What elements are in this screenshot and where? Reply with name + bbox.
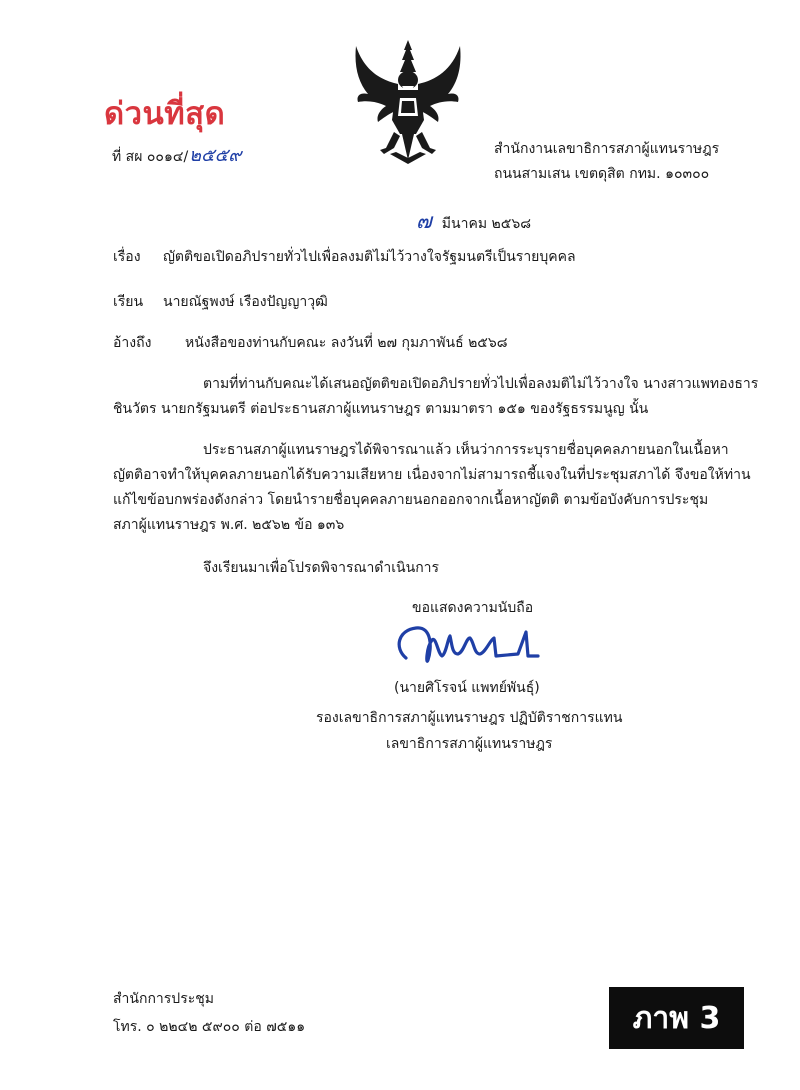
reference-prefix: ที่ สผ ๐๐๑๔/ (112, 149, 189, 165)
footer-department: สำนักการประชุม (113, 991, 214, 1007)
reference-text: หนังสือของท่านกับคณะ ลงวันที่ ๒๗ กุมภาพันธ์ ๒๕๖๘ (185, 335, 508, 351)
garuda-emblem-icon (350, 36, 466, 166)
date-month-year: มีนาคม ๒๕๖๘ (441, 216, 532, 232)
reference-line (113, 332, 508, 354)
closing-regards: ขอแสดงความนับถือ (412, 600, 534, 616)
handwritten-signature (392, 618, 542, 674)
paragraph-line: แก้ไขข้อบกพร่องดังกล่าว โดยนำรายชื่อบุคคลภายนอกออกจากเนื้อหาญัตติ ตามข้อบังคับการประชุม (113, 492, 709, 508)
paragraph-line: ชินวัตร นายกรัฐมนตรี ต่อประธานสภาผู้แทนราษฎร ตามมาตรา ๑๕๑ ของรัฐธรรมนูญ นั้น (113, 401, 649, 417)
urgent-stamp: ด่วนที่สุด (104, 96, 226, 132)
paragraph-line: สภาผู้แทนราษฎร พ.ศ. ๒๕๖๒ ข้อ ๑๓๖ (113, 517, 345, 533)
figure-badge: ภาพ 3 (609, 987, 744, 1049)
office-name: สำนักงานเลขาธิการสภาผู้แทนราษฎร (494, 141, 720, 157)
paragraph-line: ญัตติอาจทำให้บุคคลภายนอกได้รับความเสียหาย เนื่องจากไม่สามารถชี้แจงในที่ประชุมสภาได้ จึงขอให้ท่าน (113, 467, 751, 483)
recipient-label: เรียน (113, 294, 144, 310)
paragraph-line: จึงเรียนมาเพื่อโปรดพิจารณาดำเนินการ (203, 560, 440, 576)
date-day-handwritten: ๗ (416, 209, 432, 233)
signer-name: (นายศิโรจน์ แพทย์พันธุ์) (394, 680, 540, 696)
subject-text: ญัตติขอเปิดอภิปรายทั่วไปเพื่อลงมติไม่ไว้วางใจรัฐมนตรีเป็นรายบุคคล (163, 249, 576, 265)
footer-phone: โทร. ๐ ๒๒๔๒ ๕๙๐๐ ต่อ ๗๕๑๑ (113, 1019, 306, 1035)
reference-handwritten: ๒๕๕๙ (189, 145, 242, 166)
signer-position-org: เลขาธิการสภาผู้แทนราษฎร (386, 736, 553, 752)
subject-label: เรื่อง (113, 249, 141, 265)
signer-position: รองเลขาธิการสภาผู้แทนราษฎร ปฏิบัติราชการแทน (316, 710, 623, 726)
recipient-line (113, 291, 328, 313)
letter-date (416, 205, 531, 238)
footer-contact (113, 985, 305, 1041)
paragraph-line: ตามที่ท่านกับคณะได้เสนอญัตติขอเปิดอภิปรายทั่วไปเพื่อลงมติไม่ไว้วางใจ นางสาวแพทองธาร (203, 376, 759, 392)
reference-number (112, 140, 241, 169)
paragraph-line: ประธานสภาผู้แทนราษฎรได้พิจารณาแล้ว เห็นว่าการระบุรายชื่อบุคคลภายนอกในเนื้อหา (203, 442, 729, 458)
subject-line (113, 246, 576, 268)
recipient-text: นายณัฐพงษ์ เรืองปัญญาวุฒิ (163, 294, 328, 310)
reference-label: อ้างถึง (113, 335, 152, 351)
office-address (494, 137, 719, 187)
office-street: ถนนสามเสน เขตดุสิต กทม. ๑๐๓๐๐ (494, 166, 710, 182)
